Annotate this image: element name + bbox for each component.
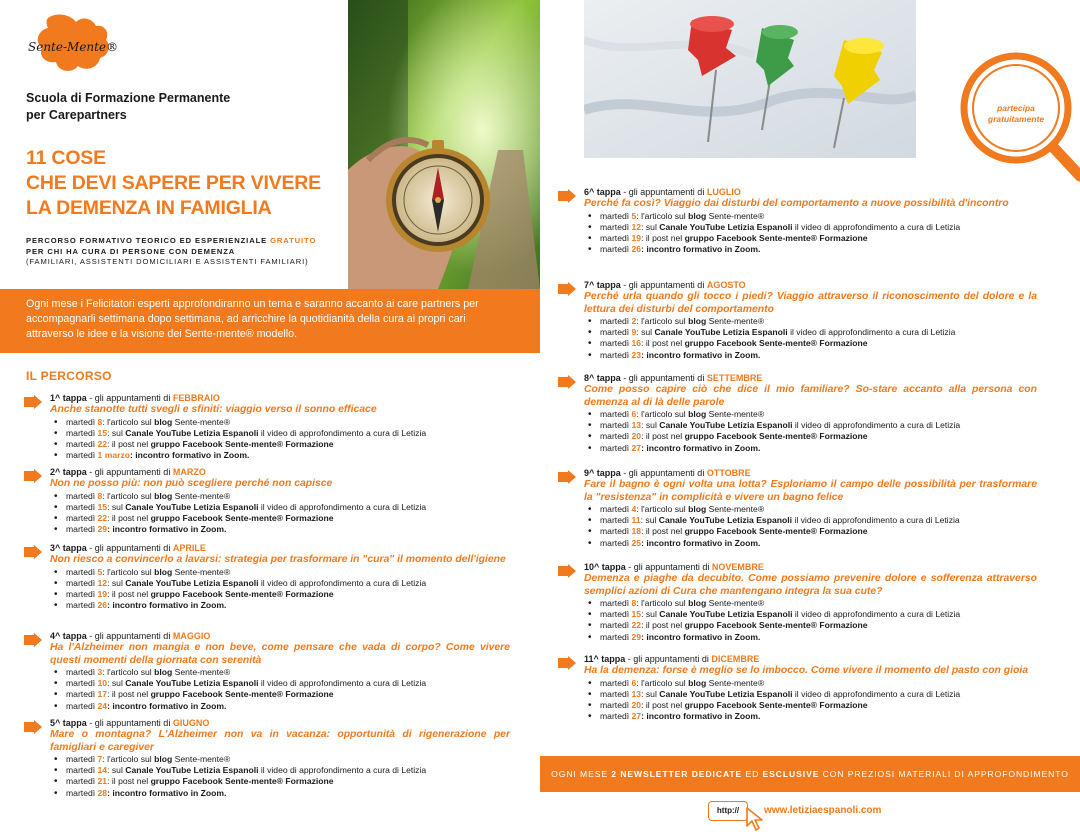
tappa-topic: Mare o montagna? L'Alzheimer non va in vacanza: opportunità di rigenerazione per famigliari e caregiver xyxy=(50,729,510,753)
newsletter-banner: OGNI MESE 2 NEWSLETTER DEDICATE ED ESCLUSIVE CON PREZIOSI MATERIALI DI APPROFONDIMENTO xyxy=(540,756,1080,792)
tappa-topic: Anche stanotte tutti svegli e sfiniti: viaggio verso il sonno efficace xyxy=(50,404,377,415)
arrow-bullet-icon xyxy=(558,656,576,670)
tappa-topic: Come posso capire ciò che dice il mio familiare? So-stare accanto alla persona con demenza al di là delle parole xyxy=(584,384,1037,408)
arrow-bullet-icon xyxy=(24,545,42,559)
tappa-topic: Non riesco a convincerlo a lavarsi: strategia per trasformare in "cura" il momento dell'igiene xyxy=(50,554,506,565)
tappa-item: 10^ tappa - gli appuntamenti di NOVEMBRE Demenza e piaghe da decubito. Come possiamo prevenire dolore e sofferenza attraverso semplici azioni di Cura che mantengano integra la sua cute? • martedì 8: l'articolo sul blog Sente-mente® • martedì 15: sul Canale YouTube Letizia Espanoli il video di approfondimento a cura di Letizia • martedì 22: il post nel gruppo Facebook Sente-mente® Formazione • martedì 29: incontro formativo in Zoom. xyxy=(584,562,1037,643)
arrow-bullet-icon xyxy=(558,189,576,203)
arrow-bullet-icon xyxy=(24,395,42,409)
tappa-topic: Perché fa così? Viaggio dai disturbi del comportamento a nuove possibilità d'incontro xyxy=(584,198,1009,209)
tappa-item: 4^ tappa - gli appuntamenti di MAGGIO Ha l'Alzheimer non mangia e non beve, come pensare che vada di corpo? Come vivere questi momenti della giornata con serenità • martedì 3: l'articolo sul blog Sente-mente® • martedì 10: sul Canale YouTube Letizia Espanoli il video di approfondimento a cura di Letizia • martedì 17: il post nel gruppo Facebook Sente-mente® Formazione • martedì 24: incontro formativo in Zoom. xyxy=(50,631,510,712)
arrow-bullet-icon xyxy=(24,633,42,647)
course-subtitle: PERCORSO FORMATIVO TEORICO ED ESPERIENZIALE GRATUITO PER CHI HA CURA DI PERSONE CON DEMENZA (FAMILIARI, ASSISTENTI DOMICILIARI E ASSISTENTI FAMILIARI) xyxy=(26,236,317,266)
tappa-topic: Demenza e piaghe da decubito. Come possiamo prevenire dolore e sofferenza attraverso semplici azioni di Cura che mantengano integra la sua cute? xyxy=(584,573,1037,597)
tappa-item: 8^ tappa - gli appuntamenti di SETTEMBRE Come posso capire ciò che dice il mio familiare? So-stare accanto alla persona con demenza al di là delle parole • martedì 6: l'articolo sul blog Sente-mente® • martedì 13: sul Canale YouTube Letizia Espanoli il video di approfondimento a cura di Letizia • martedì 20: il post nel gruppo Facebook Sente-mente® Formazione • martedì 27: incontro formativo in Zoom. xyxy=(584,373,1037,454)
cursor-hand-icon xyxy=(744,806,766,832)
tappa-item: 7^ tappa - gli appuntamenti di AGOSTO Perché urla quando gli tocco i piedi? Viaggio attraverso il riconoscimento del dolore e la lettura dei disturbi del comportamento • martedì 2: l'articolo sul blog Sente-mente® • martedì 9: sul Canale YouTube Letizia Espanoli il video di approfondimento a cura di Letizia • martedì 16: il post nel gruppo Facebook Sente-mente® Formazione • martedì 23: incontro formativo in Zoom. xyxy=(584,280,1037,361)
free-participation-badge: partecipa gratuitamente xyxy=(987,103,1045,124)
http-icon[interactable]: http:// xyxy=(708,801,748,821)
tappa-topic: Ha l'Alzheimer non mangia e non beve, come pensare che vada di corpo? Come vivere questi momenti della giornata con serenità xyxy=(50,642,510,666)
tappa-item: 1^ tappa - gli appuntamenti di FEBBRAIO Anche stanotte tutti svegli e sfiniti: viaggio verso il sonno efficace • martedì 8: l'articolo sul blog Sente-mente® • martedì 15: sul Canale YouTube Letizia Espanoli il video di approfondimento a cura di Letizia • martedì 22: il post nel gruppo Facebook Sente-mente® Formazione • martedì 1 marzo: incontro formativo in Zoom. xyxy=(50,393,510,461)
pushpins-photo xyxy=(584,0,916,158)
tappa-item: 3^ tappa - gli appuntamenti di APRILE Non riesco a convincerlo a lavarsi: strategia per trasformare in "cura" il momento dell'igiene • martedì 5: l'articolo sul blog Sente-mente® • martedì 12: sul Canale YouTube Letizia Espanoli il video di approfondimento a cura di Letizia • martedì 19: il post nel gruppo Facebook Sente-mente® Formazione • martedì 26: incontro formativo in Zoom. xyxy=(50,543,510,611)
tappa-topic: Ha la demenza: forse è meglio se lo imbocco. Come vivere il momento del pasto con gioia xyxy=(584,665,1029,676)
arrow-bullet-icon xyxy=(558,470,576,484)
tappa-item: 5^ tappa - gli appuntamenti di GIUGNO Mare o montagna? L'Alzheimer non va in vacanza: opportunità di rigenerazione per famigliari e caregiver • martedì 7: l'articolo sul blog Sente-mente® • martedì 14: sul Canale YouTube Letizia Espanoli il video di approfondimento a cura di Letizia • martedì 21: il post nel gruppo Facebook Sente-mente® Formazione • martedì 28: incontro formativo in Zoom. xyxy=(50,718,510,799)
tappa-topic: Fare il bagno è ogni volta una lotta? Esploriamo il campo delle possibilità per trasformare la "resistenza" in complicità e vivere un bagno felice xyxy=(584,479,1037,503)
arrow-bullet-icon xyxy=(24,720,42,734)
arrow-bullet-icon xyxy=(558,282,576,296)
percorso-heading: IL PERCORSO xyxy=(26,369,112,383)
website-link[interactable]: www.letiziaespanoli.com xyxy=(764,805,882,816)
arrow-bullet-icon xyxy=(24,469,42,483)
tappa-topic: Non ne posso più: non può scegliere perché non capisce xyxy=(50,478,333,489)
tappa-item: 6^ tappa - gli appuntamenti di LUGLIO Perché fa così? Viaggio dai disturbi del comportamento a nuove possibilità d'incontro • martedì 5: l'articolo sul blog Sente-mente® • martedì 12: sul Canale YouTube Letizia Espanoli il video di approfondimento a cura di Letizia • martedì 19: il post nel gruppo Facebook Sente-mente® Formazione • martedì 26: incontro formativo in Zoom. xyxy=(584,187,1037,255)
logo-text: Sente-Mente® xyxy=(28,40,119,54)
tappa-item: 11^ tappa - gli appuntamenti di DICEMBRE Ha la demenza: forse è meglio se lo imbocco. Come vivere il momento del pasto con gioia • martedì 6: l'articolo sul blog Sente-mente® • martedì 13: sul Canale YouTube Letizia Espanoli il video di approfondimento a cura di Letizia • martedì 20: il post nel gruppo Facebook Sente-mente® Formazione • martedì 27: incontro formativo in Zoom. xyxy=(584,654,1037,722)
sente-mente-logo xyxy=(26,10,136,85)
arrow-bullet-icon xyxy=(558,375,576,389)
intro-banner: Ogni mese i Felicitatori esperti approfondiranno un tema e saranno accanto ai care partners per accompagnarli settimana dopo settimana, ad arricchire la quotidianità della cura ai propri cari attraverso le idee e la visione dei Sente-mente® modello. xyxy=(0,289,540,353)
right-page xyxy=(540,0,1080,834)
main-title: 11 COSE CHE DEVI SAPERE PER VIVERE LA DEMENZA IN FAMIGLIA xyxy=(26,147,321,219)
tappa-item: 2^ tappa - gli appuntamenti di MARZO Non ne posso più: non può scegliere perché non capisce • martedì 8: l'articolo sul blog Sente-mente® • martedì 15: sul Canale YouTube Letizia Espanoli il video di approfondimento a cura di Letizia • martedì 22: il post nel gruppo Facebook Sente-mente® Formazione • martedì 29: incontro formativo in Zoom. xyxy=(50,467,510,535)
tappa-topic: Perché urla quando gli tocco i piedi? Viaggio attraverso il riconoscimento del dolore e la lettura dei disturbi del comportamento xyxy=(584,291,1037,315)
compass-photo xyxy=(348,0,540,289)
arrow-bullet-icon xyxy=(558,564,576,578)
tappa-item: 9^ tappa - gli appuntamenti di OTTOBRE Fare il bagno è ogni volta una lotta? Esploriamo il campo delle possibilità per trasformare la "resistenza" in complicità e vivere un bagno felice • martedì 4: l'articolo sul blog Sente-mente® • martedì 11: sul Canale YouTube Letizia Espanoli il video di approfondimento a cura di Letizia • martedì 18: il post nel gruppo Facebook Sente-mente® Formazione • martedì 25: incontro formativo in Zoom. xyxy=(584,468,1037,549)
school-name: Scuola di Formazione Permanente per Carepartners xyxy=(26,91,231,122)
